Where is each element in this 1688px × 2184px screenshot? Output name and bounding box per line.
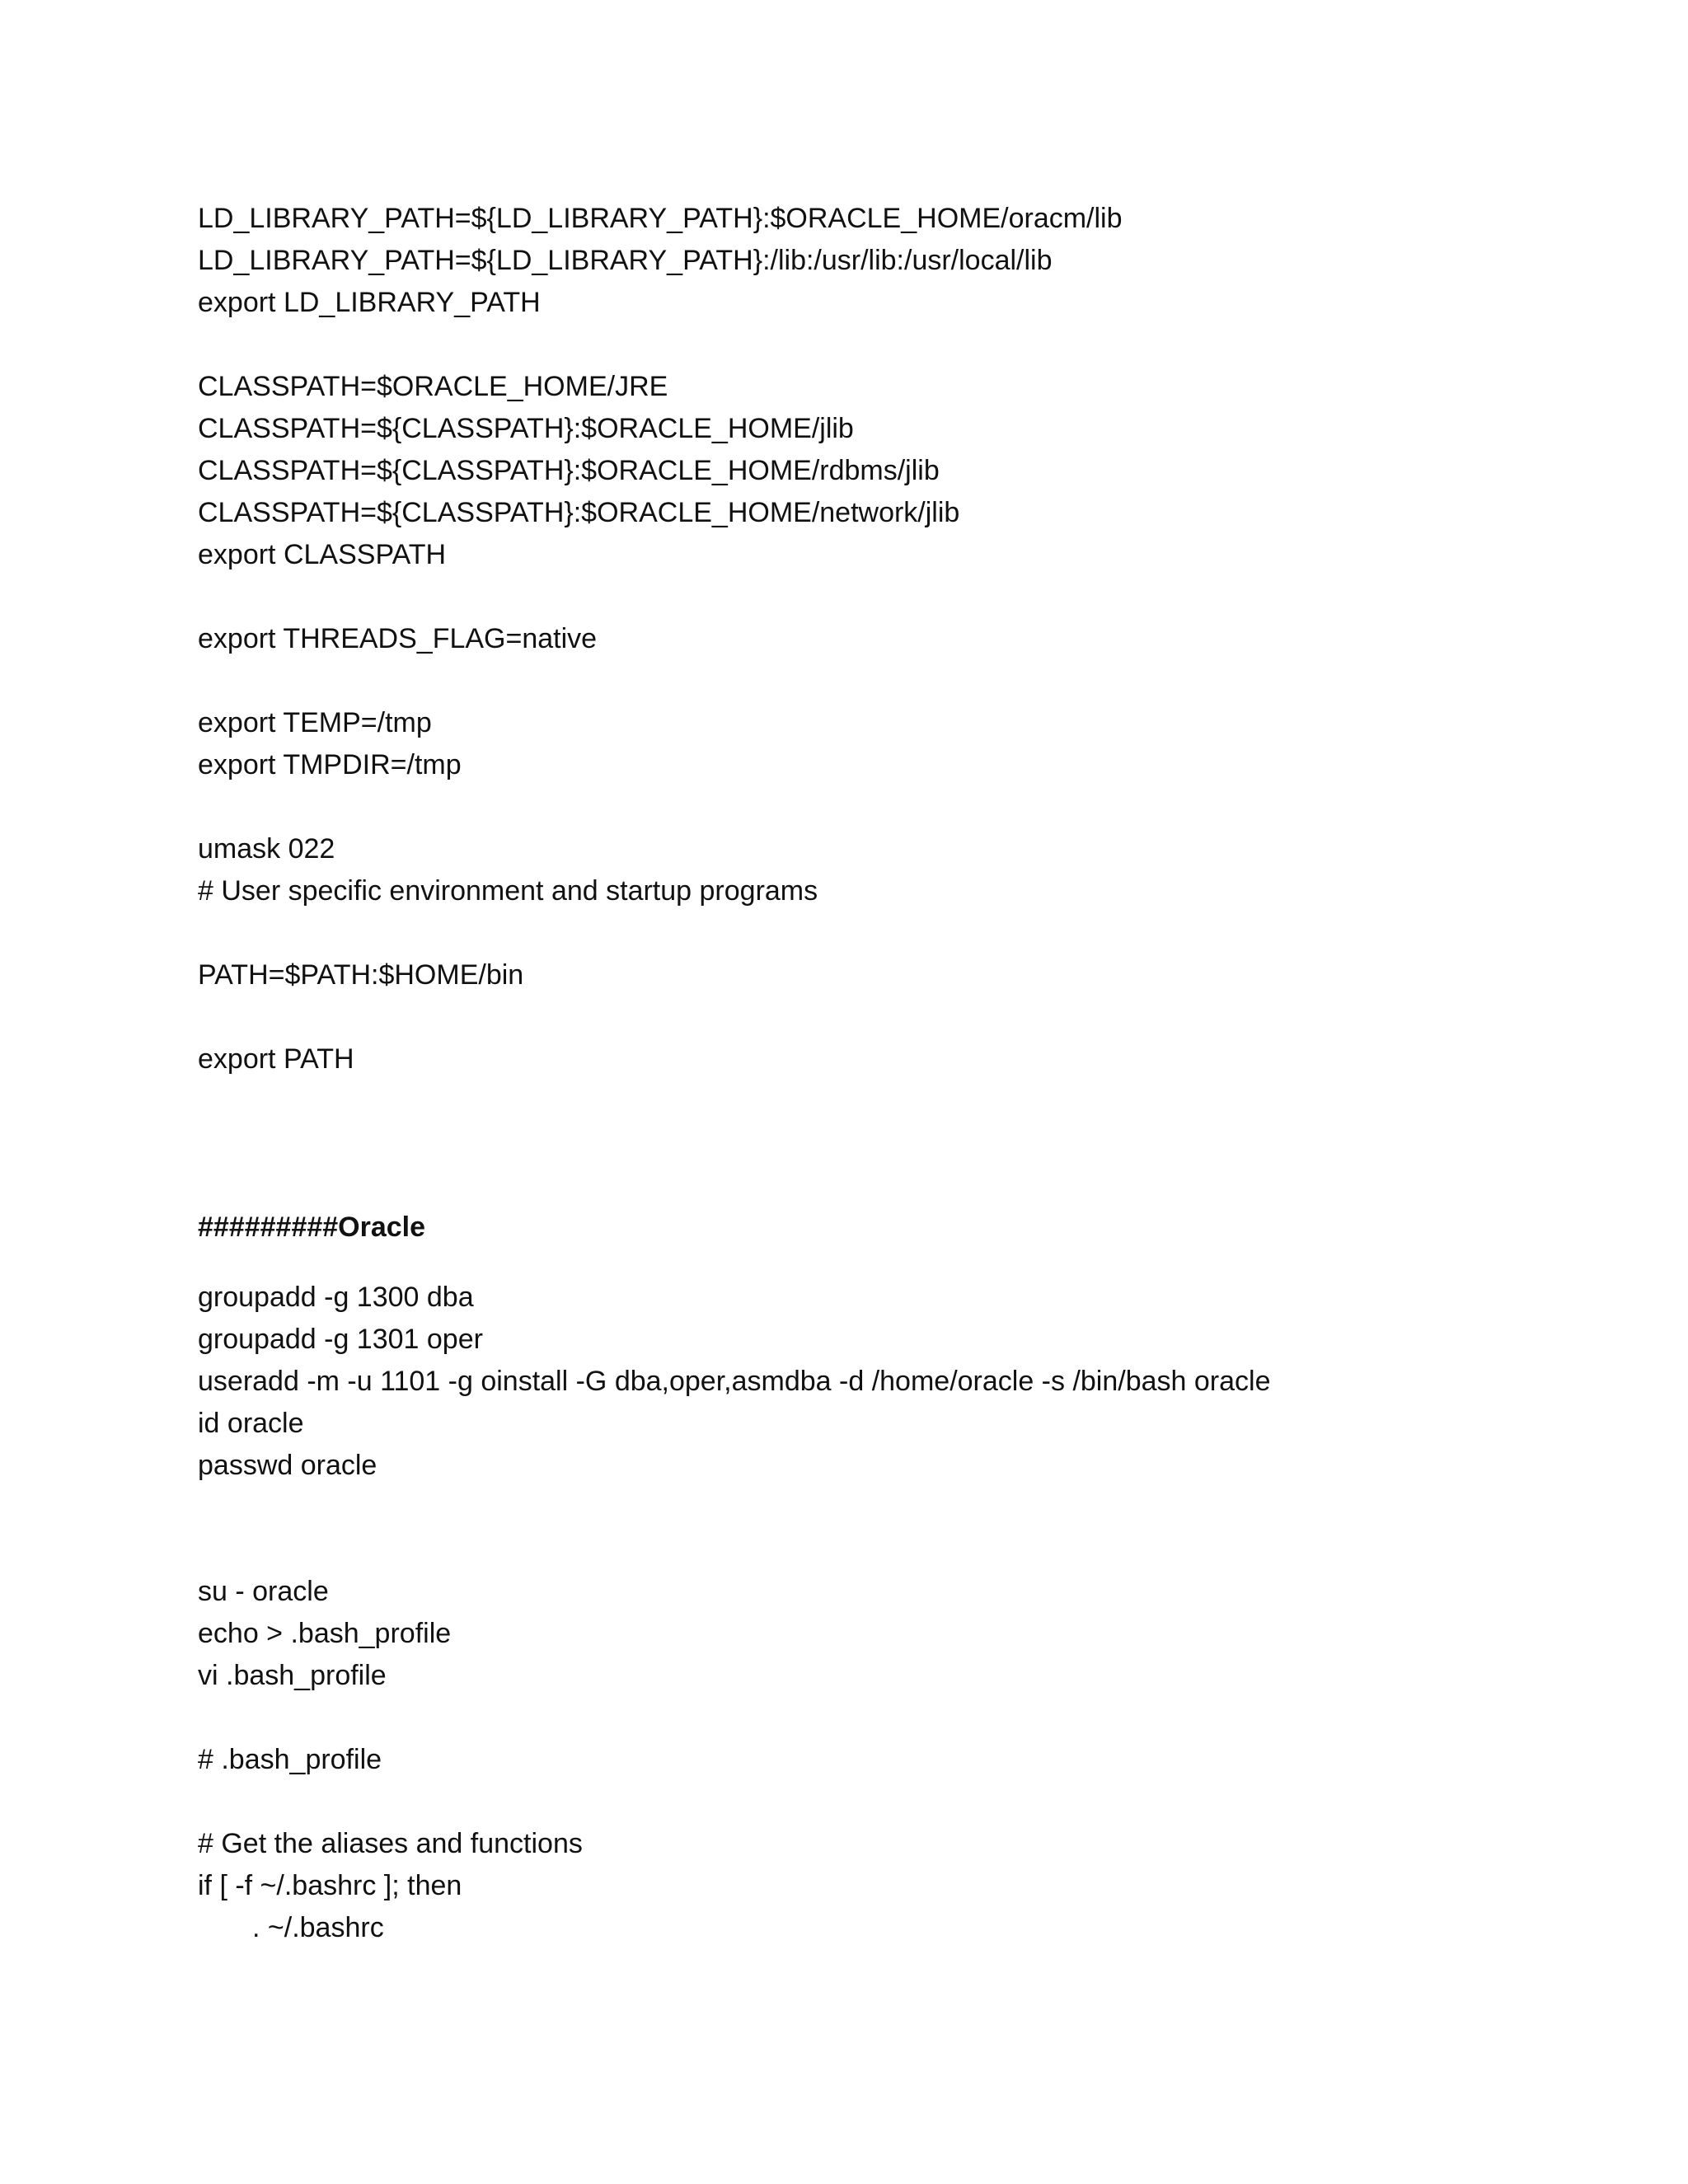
text-line: export TMPDIR=/tmp (198, 749, 462, 780)
text-line: id oracle (198, 1408, 304, 1439)
text-line: groupadd -g 1301 oper (198, 1324, 483, 1355)
text-line: echo > .bash_profile (198, 1618, 452, 1649)
blank-line (198, 786, 1517, 828)
text-line: if [ -f ~/.bashrc ]; then (198, 1870, 462, 1901)
text-line: export THREADS_FLAG=native (198, 623, 598, 654)
text-line: # .bash_profile (198, 1744, 382, 1775)
blank-line (198, 1697, 1517, 1739)
text-line: CLASSPATH=${CLASSPATH}:$ORACLE_HOME/network/jlib (198, 497, 960, 528)
blank-line (198, 576, 1517, 618)
text-line: # User specific environment and startup programs (198, 875, 818, 907)
text-line: CLASSPATH=${CLASSPATH}:$ORACLE_HOME/rdbms/jlib (198, 455, 940, 486)
text-line: # Get the aliases and functions (198, 1828, 583, 1859)
text-line: vi .bash_profile (198, 1660, 387, 1691)
blank-space (198, 1487, 1517, 1571)
text-line: LD_LIBRARY_PATH=${LD_LIBRARY_PATH}:/lib:/usr/lib:/usr/local/lib (198, 245, 1053, 276)
text-line: . ~/.bashrc (252, 1912, 384, 1943)
text-line: PATH=$PATH:$HOME/bin (198, 959, 524, 991)
text-line: passwd oracle (198, 1450, 377, 1481)
blank-line (198, 660, 1517, 702)
text-line: LD_LIBRARY_PATH=${LD_LIBRARY_PATH}:$ORACLE_HOME/oracm/lib (198, 203, 1123, 234)
text-line: CLASSPATH=$ORACLE_HOME/JRE (198, 371, 668, 402)
blank-line (198, 996, 1517, 1038)
text-line: groupadd -g 1300 dba (198, 1282, 474, 1313)
text-line: su - oracle (198, 1576, 329, 1607)
text-line: umask 022 (198, 833, 335, 865)
text-line: export PATH (198, 1043, 354, 1075)
section-heading: #########Oracle (198, 1212, 426, 1243)
blank-space (198, 1080, 1517, 1207)
blank-line (198, 912, 1517, 954)
text-line: useradd -m -u 1101 -g oinstall -G dba,oper,asmdba -d /home/oracle -s /bin/bash oracle (198, 1366, 1271, 1397)
text-line: export LD_LIBRARY_PATH (198, 287, 541, 318)
blank-line (198, 1781, 1517, 1823)
blank-line (198, 324, 1517, 366)
text-line: export CLASSPATH (198, 539, 447, 570)
heading-spacing (198, 1249, 1517, 1277)
text-line: CLASSPATH=${CLASSPATH}:$ORACLE_HOME/jlib (198, 413, 854, 444)
text-line: export TEMP=/tmp (198, 707, 432, 738)
document-content (198, 198, 1517, 1949)
